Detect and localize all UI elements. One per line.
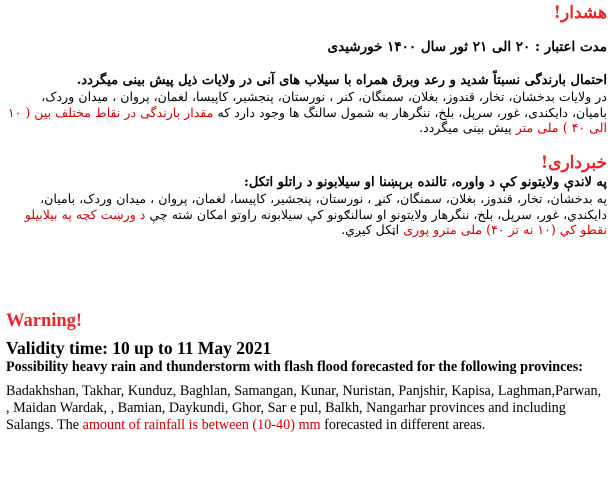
dari-validity-time: مدت اعتبار : ۲۰ الی ۲۱ ثور سال ۱۴۰۰ خورشیدی	[327, 39, 607, 55]
dari-amount-range: ( ۱۰ الی ۴۰ )	[7, 104, 607, 135]
english-amount-highlight: amount of rainfall is between (10-40) mm	[82, 417, 321, 433]
pashto-provinces-paragraph	[6, 191, 607, 238]
english-provinces-paragraph	[6, 383, 607, 434]
dari-amount-unit: ملی متر	[515, 120, 559, 135]
pashto-provinces-text: په بدخشان، تخار، قندوز، بغلان، سمنگان، کنړ ، نورستان، پنجشیر، کاپیسا، لغمان، پروان ، میدان وردک، بامیان، دایکندي، غور، سرپل، بلخ، ننگرهار ولایتونو او سالنګونو کې سیلابونه راوتو امکان شته چې	[40, 191, 607, 222]
pashto-amount-highlight: د ورښت کچه په بیلابیلو نقطو کي (۱۰ نه تر ۴۰) ملی مترو پوری	[24, 206, 607, 237]
pashto-possibility-heading: په لاندې ولایتونو کې د واوره، تالنده برېښنا او سیلابونو د راتلو اتکل:	[244, 175, 607, 190]
english-warning-title: Warning!	[6, 311, 83, 331]
english-possibility-heading: Possibility heavy rain and thunderstorm with flash flood forecasted for the following provinces:	[6, 359, 583, 375]
dari-possibility-heading: احتمال بارندگی نسبتاً شدید و رعد وبرق همراه با سیلاب های آنی در ولایات ذیل پیش بینی میگردد.	[76, 73, 607, 88]
english-forecast-suffix: forecasted in different areas.	[324, 417, 486, 433]
dari-forecast-suffix: پیش بینی میگردد.	[419, 120, 512, 135]
dari-amount-highlight: مقدار بارندگی در نقاط مختلف بین	[34, 104, 214, 120]
pashto-warning-section	[6, 152, 607, 238]
pashto-warning-title: خبرداری!	[540, 153, 607, 173]
english-warning-section	[6, 309, 607, 434]
english-validity-time: Validity time: 10 up to 11 May 2021	[6, 338, 272, 358]
dari-provinces-paragraph	[6, 89, 607, 136]
pashto-forecast-suffix: اټکل کیږي.	[341, 222, 400, 237]
dari-warning-section	[6, 2, 607, 136]
english-provinces-text: Badakhshan, Takhar, Kunduz, Baghlan, Samangan, Kunar, Nuristan, Panjshir, Kapisa, Laghman,Parwan, , Maidan Wardak, , Bamian, Daykundi, Ghor, Sar e pul, Balkh, Nangarhar provinces and including Salangs. The	[6, 383, 602, 433]
dari-provinces-text: در ولایات بدخشان، تخار، قندوز، بغلان، سمنگان، کنر ، نورستان، پنجشیر، کاپیسا، لغمان، پروان ، میدان وردک، بامیان، دایکندی، غور، سرپل، بلخ، ننگرهار به شمول سالنگ ها وجود دارد که	[41, 89, 607, 120]
dari-warning-title: هشدار!	[553, 3, 607, 23]
